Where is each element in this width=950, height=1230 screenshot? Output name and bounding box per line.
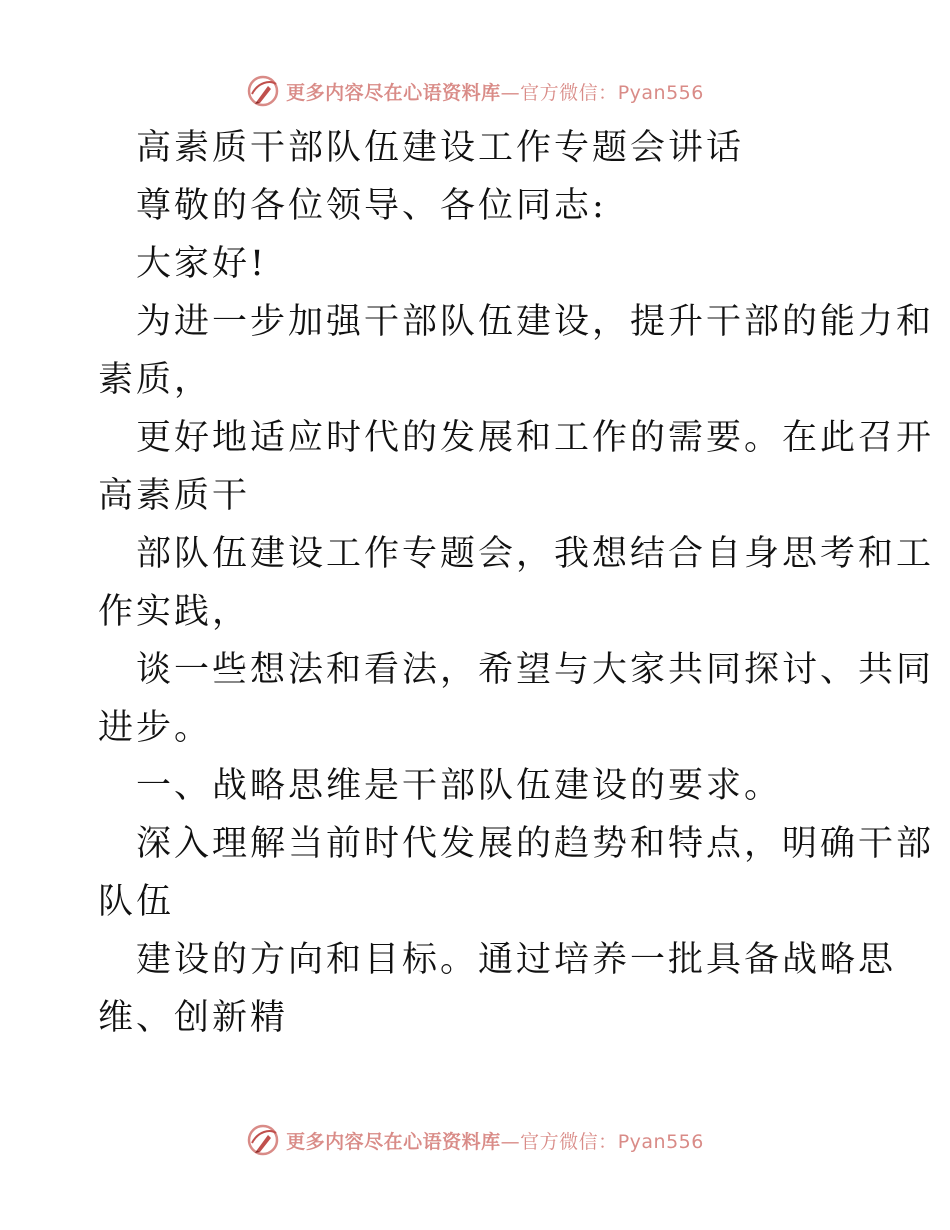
- paragraph-line: 为进一步加强干部队伍建设，提升干部的能力和: [136, 302, 935, 342]
- watermark-text-id: Pyan556: [617, 1130, 704, 1153]
- paragraph-line: 作实践，: [98, 592, 251, 632]
- greeting: 大家好!: [136, 244, 268, 284]
- watermark-text-sep: —官方微信：: [500, 81, 618, 104]
- watermark-text-sep: —官方微信：: [500, 1130, 618, 1153]
- watermark-text-id: Pyan556: [617, 81, 704, 104]
- paragraph-line: 深入理解当前时代发展的趋势和特点，明确干部: [136, 824, 935, 864]
- paragraph-line: 素质，: [98, 360, 213, 400]
- paragraph-line: 更好地适应时代的发展和工作的需要。在此召开: [136, 418, 935, 458]
- document-title: 高素质干部队伍建设工作专题会讲话: [136, 128, 745, 168]
- pen-logo-icon: [246, 74, 280, 108]
- paragraph-line: 谈一些想法和看法，希望与大家共同探讨、共同: [136, 650, 935, 690]
- salutation: 尊敬的各位领导、各位同志:: [136, 186, 607, 226]
- paragraph-line: 部队伍建设工作专题会，我想结合自身思考和工: [136, 534, 935, 574]
- paragraph-line: 队伍: [98, 882, 175, 922]
- watermark-text-main: 更多内容尽在心语资料库: [286, 1130, 501, 1153]
- document-body: [98, 119, 935, 1047]
- paragraph-line: 进步。: [98, 708, 213, 748]
- paragraph-line: 高素质干: [98, 476, 251, 516]
- section-heading: 一、战略思维是干部队伍建设的要求。: [136, 766, 783, 806]
- watermark-text-main: 更多内容尽在心语资料库: [286, 81, 501, 104]
- paragraph-line: 维、创新精: [98, 998, 289, 1038]
- footer-watermark: [0, 1120, 950, 1160]
- header-watermark: [0, 71, 950, 111]
- paragraph-line: 建设的方向和目标。通过培养一批具备战略思: [136, 940, 897, 980]
- pen-logo-icon: [246, 1123, 280, 1157]
